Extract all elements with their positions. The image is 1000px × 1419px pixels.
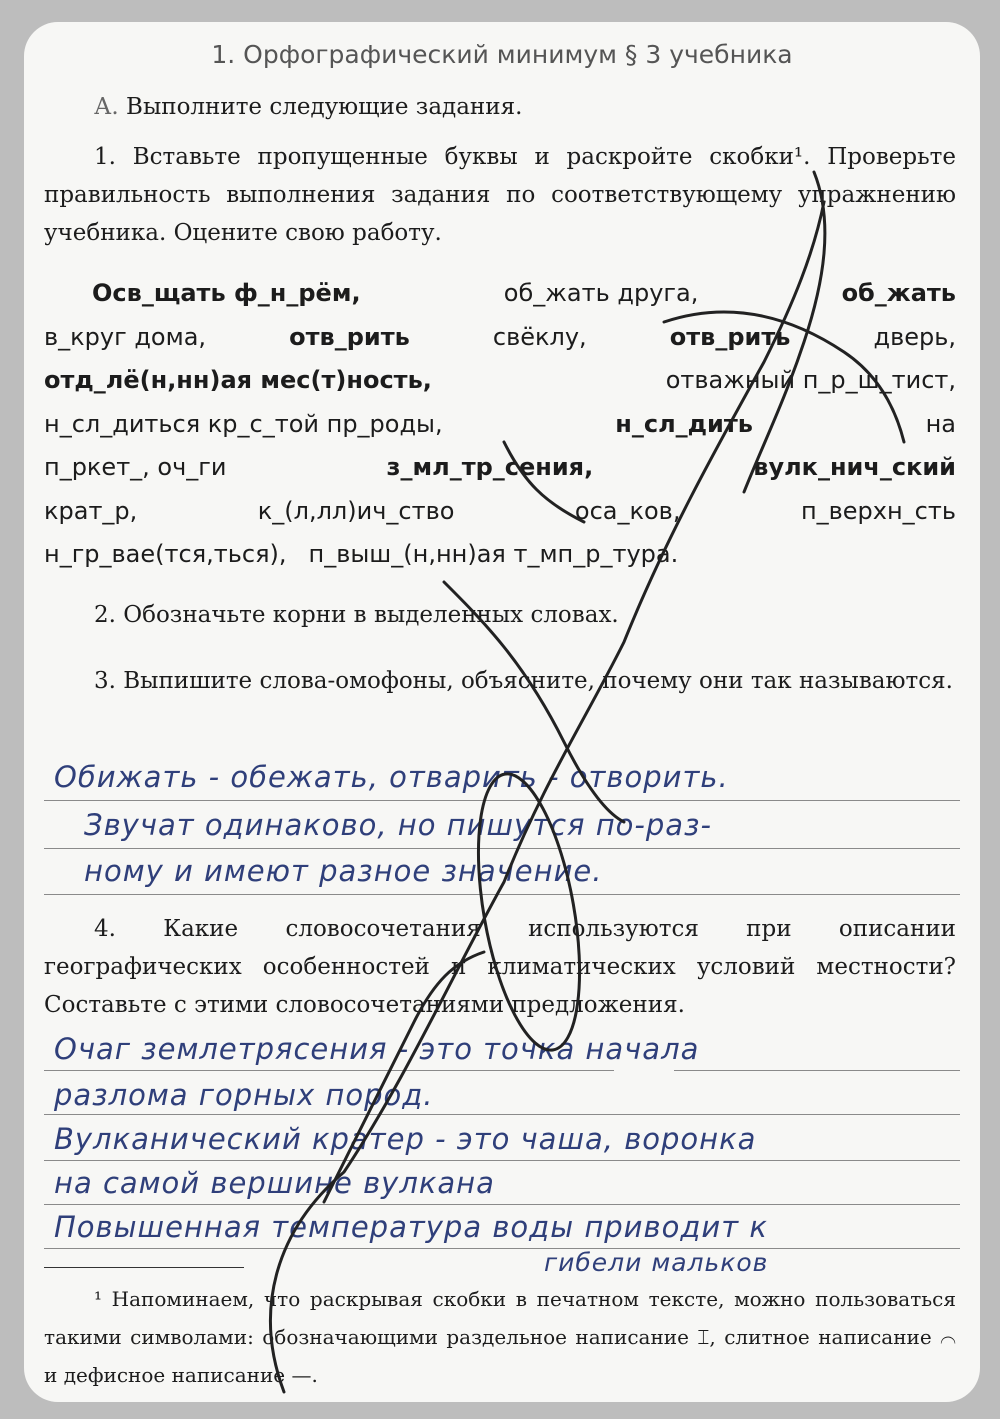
exercise-word: свёклу, (492, 322, 587, 351)
exercise-word: н_гр_вае(тся,ться), (44, 540, 287, 568)
answer-4-line-2: разлома горных пород. (54, 1078, 434, 1112)
exercise-word: н_сл_дить (615, 409, 753, 438)
answer-4-line-5: Повышенная температура воды приводит к (54, 1210, 768, 1244)
exercise-word: отд_лё(н,нн)ая мес(т)ность, (44, 366, 432, 394)
exercise-word: на (925, 409, 956, 438)
exercise-word: вулк_нич_ский (753, 453, 956, 481)
task-1-text: 1. Вставьте пропущенные буквы и раскройте скобки¹. Проверьте правильность выполнения задания по соответствующему упражнению учебника. Оцените свою работу. (44, 144, 956, 246)
exercise-word: п_выш_(н,нн)ая т_мп_р_тура. (308, 540, 679, 568)
exercise-word: н_сл_диться кр_с_той пр_роды, (44, 409, 443, 438)
answer-4-line-6: гибели мальков (544, 1248, 769, 1277)
exercise-word: з_мл_тр_сения, (386, 453, 594, 481)
answer-line (44, 1160, 960, 1161)
answer-3-line-1: Обижать - обежать, отварить - отворить. (54, 760, 729, 794)
exercise-word: к_(л,лл)ич_ство (257, 496, 455, 525)
exercise-word: отв_рить (289, 322, 410, 351)
answer-line (674, 1070, 960, 1071)
answer-line (44, 1114, 960, 1115)
exercise-word: в_круг дома, (44, 322, 207, 351)
exercise-word: оса_ков, (574, 496, 681, 525)
exercise-line-6 (44, 490, 956, 534)
exercise-word: п_верхн_сть (800, 496, 956, 525)
answer-4-line-3: Вулканический кратер - это чаша, воронка (54, 1122, 757, 1156)
exercise-line-2 (44, 316, 956, 360)
task-4-text: 4. Какие словосочетания используются при описании географических особенностей и климатических условий местности? Составьте с этими словосочетаниями предложения. (44, 916, 956, 1018)
section-text: Выполните следующие задания. (126, 94, 523, 120)
exercise-word: об_жать друга, (503, 279, 699, 307)
exercise-word: крат_р, (44, 496, 138, 525)
task-3-text: 3. Выпишите слова-омофоны, объясните, почему они так называются. (94, 668, 953, 694)
answer-line (44, 800, 960, 801)
workbook-page (24, 22, 980, 1402)
exercise-word: Осв_щать ф_н_рём, (92, 279, 361, 307)
answer-3-line-3: ному и имеют разное значение. (84, 854, 603, 888)
answer-4-line-1: Очаг землетрясения - это точка начала (54, 1032, 700, 1066)
exercise-word: отв_рить (669, 322, 791, 351)
task-2-text: 2. Обозначьте корни в выделенных словах. (94, 602, 619, 628)
answer-line (44, 1070, 614, 1071)
exercise-line-3 (44, 359, 956, 403)
exercise-line-5 (44, 446, 956, 490)
exercise-word: п_ркет_, оч_ги (44, 453, 227, 481)
section-heading (94, 94, 522, 120)
page-title: 1. Орфографический минимум § 3 учебника (211, 40, 793, 69)
exercise-word: об_жать (841, 279, 956, 307)
answer-line (44, 894, 960, 895)
exercise-word: дверь, (873, 322, 956, 351)
exercise-word: отважный п_р_ш_тист, (665, 366, 956, 394)
footnote: ¹ Напоминаем, что раскрывая скобки в печатном тексте, можно пользоваться такими символами: обозначающими раздельное написание ⌶, слитное написание ⌒ и дефисное написание —. (44, 1287, 956, 1387)
section-letter: А. (94, 94, 119, 120)
answer-line (44, 1204, 960, 1205)
exercise-block (44, 272, 956, 577)
answer-4-line-4: на самой вершине вулкана (54, 1166, 495, 1200)
exercise-line-1 (44, 272, 956, 316)
footnote-divider (44, 1267, 244, 1268)
answer-line (44, 1248, 960, 1249)
answer-3-line-2: Звучат одинаково, но пишутся по-раз- (84, 808, 712, 842)
exercise-line-4 (44, 403, 956, 447)
answer-line (44, 848, 960, 849)
